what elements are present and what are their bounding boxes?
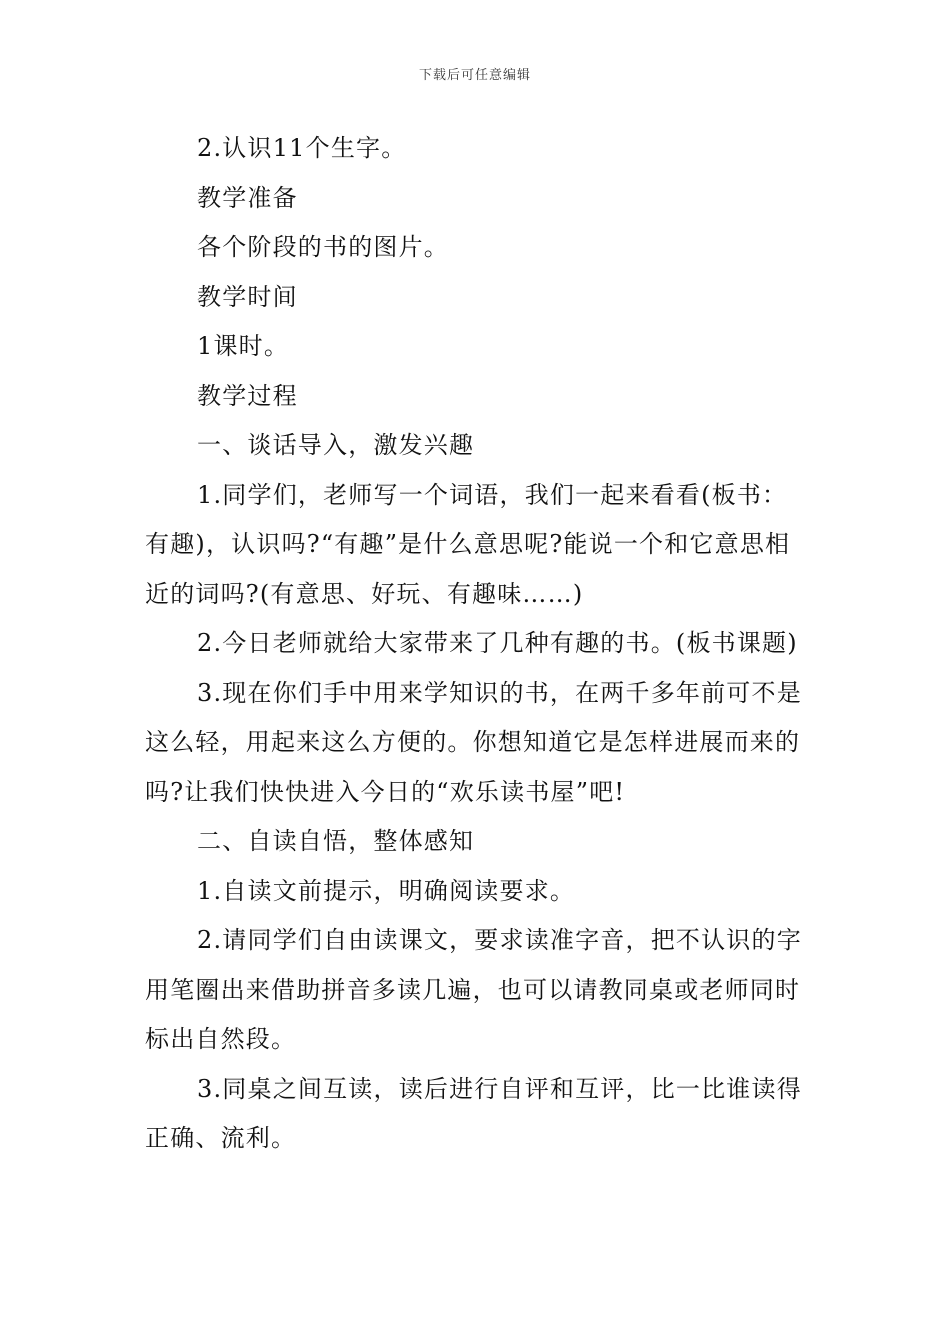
- heading-teaching-time: 教学时间: [197, 282, 298, 311]
- paragraph-preparation: 各个阶段的书的图片。: [197, 233, 449, 261]
- paragraph-step-2-3: 3.同桌之间互读，读后进行自评和互评，比一比谁读得正确、流利。: [145, 1074, 802, 1152]
- heading-teaching-process: 教学过程: [197, 381, 298, 410]
- paragraph-step-2-2: 2.请同学们自由读课文，要求读准字音，把不认识的字用笔圈出来借助拼音多读几遍，也可以请教同桌或老师同时标出自然段。: [145, 926, 802, 1053]
- paragraph-time: 1课时。: [197, 332, 290, 360]
- paragraph-objective-2: 2.认识11个生字。: [197, 134, 407, 162]
- document-body: [145, 124, 810, 1164]
- paragraph-step-1-3: 3.现在你们手中用来学知识的书，在两千多年前可不是这么轻，用起来这么方便的。你想知道它是怎样进展而来的吗?让我们快快进入今日的“欢乐读书屋”吧!: [145, 678, 802, 806]
- heading-teaching-preparation: 教学准备: [197, 183, 298, 212]
- section-heading-2: 二、自读自悟，整体感知: [197, 827, 475, 855]
- paragraph-step-1-2: 2.今日老师就给大家带来了几种有趣的书。(板书课题): [197, 629, 798, 657]
- paragraph-step-1-1: 1.同学们，老师写一个词语，我们一起来看看(板书：有趣)，认识吗?“有趣”是什么意思呢?能说一个和它意思相近的词吗?(有意思、好玩、有趣味……): [145, 480, 791, 608]
- page-header: 下载后可任意编辑: [418, 68, 531, 83]
- paragraph-step-2-1: 1.自读文前提示，明确阅读要求。: [197, 876, 576, 905]
- section-heading-1: 一、谈话导入，激发兴趣: [197, 431, 475, 459]
